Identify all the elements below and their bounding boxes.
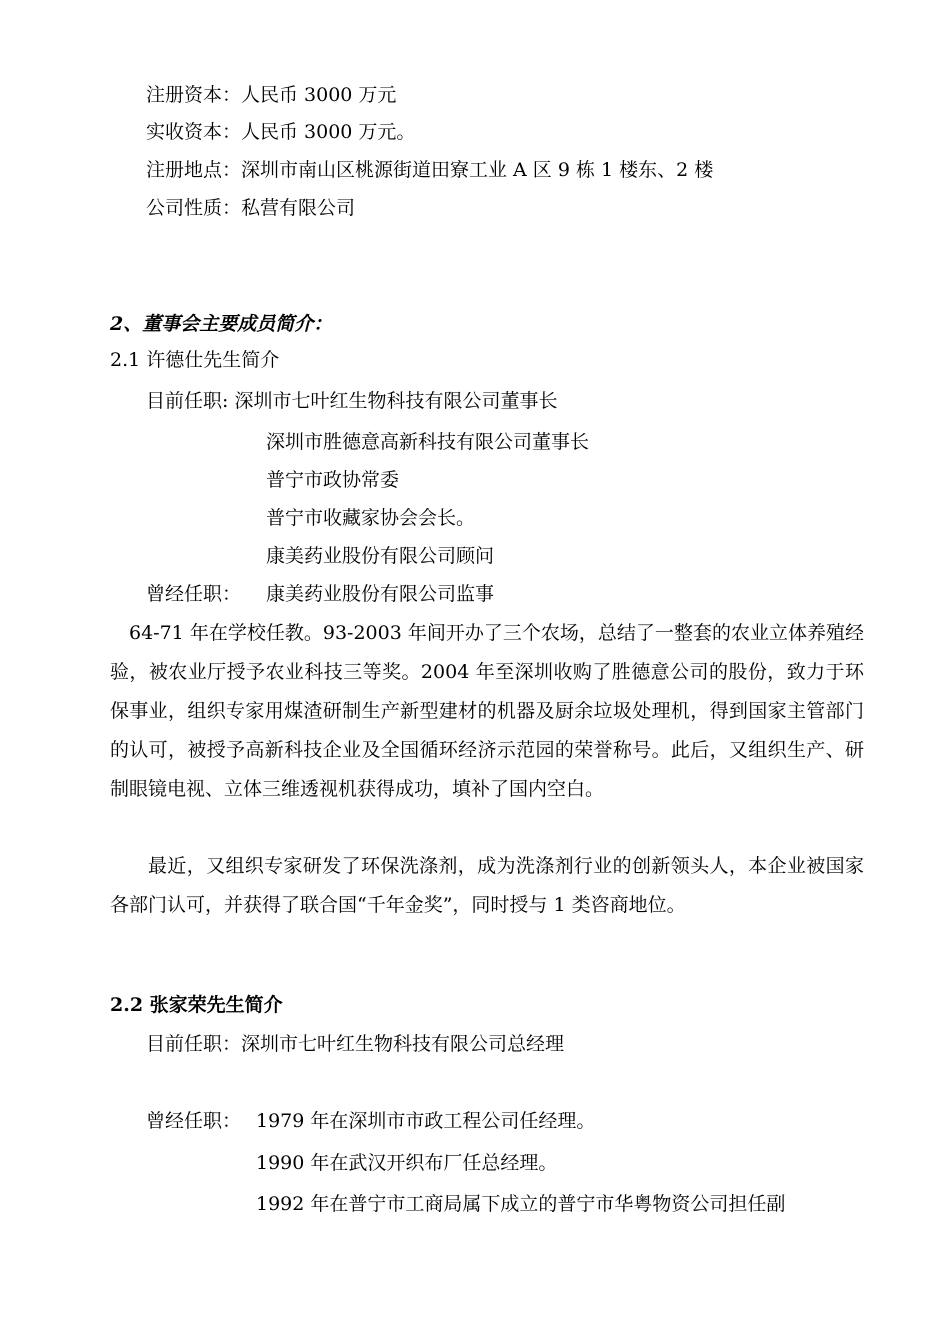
current-position: 目前任职：深圳市七叶红生物科技有限公司总经理	[146, 1033, 565, 1055]
paid-in-capital: 实收资本：人民币 3000 万元。	[146, 121, 416, 143]
subsection-title-2-2: 2.2 张家荣先生简介	[110, 994, 283, 1016]
former-role: 康美药业股份有限公司监事	[266, 583, 495, 605]
registered-capital: 注册资本：人民币 3000 万元	[146, 84, 397, 106]
current-role: 康美药业股份有限公司顾问	[266, 545, 495, 567]
former-position-label: 曾经任职：	[146, 583, 242, 605]
section-heading: 2、董事会主要成员简介：	[110, 313, 333, 335]
current-position-label: 目前任职: 深圳市七叶红生物科技有限公司董事长	[146, 390, 558, 412]
registered-address: 注册地点：深圳市南山区桃源街道田寮工业 A 区 9 栋 1 楼东、2 楼	[146, 159, 714, 181]
subsection-title-2-1: 2.1 许德仕先生简介	[110, 349, 280, 371]
biography-paragraph-1: 64-71 年在学校任教。93-2003 年间开办了三个农场，总结了一整套的农业立体养殖经验，被农业厅授予农业科技三等奖。2004 年至深圳收购了胜德意公司的股份，致力于环保事业，组织专家用煤渣研制生产新型建材的机器及厨余垃圾处理机，得到国家主管部门的认可，被授予高新科技企业及全国循环经济示范园的荣誉称号。此后，又组织生产、研制眼镜电视、立体三维透视机获得成功，填补了国内空白。	[110, 622, 864, 800]
current-role: 普宁市政协常委	[266, 469, 400, 491]
current-role: 普宁市收藏家协会会长。	[266, 507, 476, 529]
former-position-label: 曾经任职：	[146, 1110, 242, 1132]
biography-paragraph-2: 最近，又组织专家研发了环保洗涤剂，成为洗涤剂行业的创新领头人，本企业被国家各部门认可，并获得了联合国“千年金奖”，同时授与 1 类咨商地位。	[110, 855, 864, 916]
former-role: 1990 年在武汉开织布厂任总经理。	[256, 1152, 558, 1174]
company-nature: 公司性质：私营有限公司	[146, 197, 356, 219]
current-role: 深圳市胜德意高新科技有限公司董事长	[266, 431, 590, 453]
former-role: 1992 年在普宁市工商局属下成立的普宁市华粤物资公司担任副	[256, 1193, 786, 1215]
former-role: 1979 年在深圳市市政工程公司任经理。	[256, 1110, 596, 1132]
